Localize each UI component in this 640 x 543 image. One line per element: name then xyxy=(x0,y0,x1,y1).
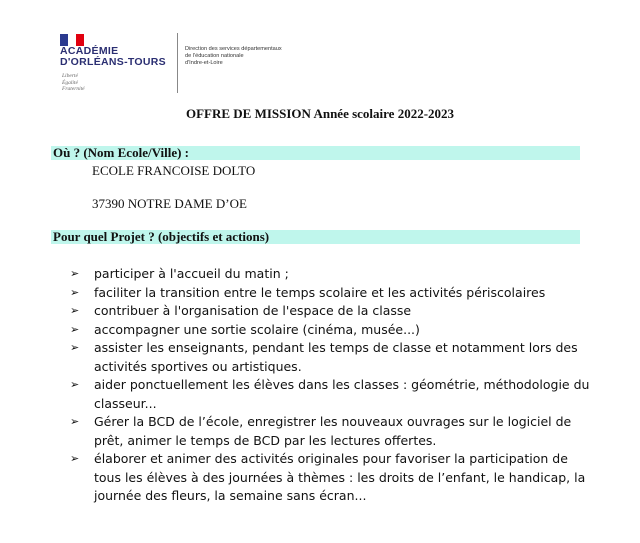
arrow-bullet-icon: ➢ xyxy=(70,415,80,428)
arrow-bullet-icon: ➢ xyxy=(70,378,80,391)
school-city: 37390 NOTRE DAME D’OE xyxy=(92,196,247,211)
list-item-text: élaborer et animer des activités originales pour favoriser la participation de tous les élèves à des journées à thèmes : les droits de l’enfant, le handicap, la journée des fleurs, la semaine sans écran... xyxy=(94,451,586,503)
list-item-text: Gérer la BCD de l’école, enregistrer les nouveaux ouvrages sur le logiciel de prêt, animer le temps de BCD par les lectures offertes. xyxy=(94,414,572,448)
list-item-text: contribuer à l'organisation de l'espace de la classe xyxy=(94,303,412,318)
where-section-label: Où ? (Nom Ecole/Ville) : xyxy=(53,145,189,160)
list-item-text: aider ponctuellement les élèves dans les classes : géométrie, méthodologie du classeur... xyxy=(94,377,590,411)
where-section-heading xyxy=(51,146,580,160)
list-item xyxy=(70,376,590,413)
direction-line: de l'éducation nationale xyxy=(185,53,244,59)
header-divider xyxy=(177,33,178,93)
academy-name-line1: ACADÉMIE xyxy=(60,45,119,57)
list-item xyxy=(70,284,590,303)
arrow-bullet-icon: ➢ xyxy=(70,267,80,280)
list-item xyxy=(70,413,590,450)
list-item-text: participer à l'accueil du matin ; xyxy=(94,266,289,281)
list-item-text: accompagner une sortie scolaire (cinéma, musée...) xyxy=(94,321,420,337)
motto-line: Égalité xyxy=(62,79,78,86)
motto-line: Fraternité xyxy=(62,86,85,92)
list-item-text: assister les enseignants, pendant les temps de classe et notamment lors des activités sportives ou artistiques. xyxy=(94,340,578,374)
project-section-label: Pour quel Projet ? (objectifs et actions) xyxy=(53,229,270,244)
arrow-bullet-icon: ➢ xyxy=(70,322,80,336)
motto xyxy=(62,73,85,93)
school-name: ECOLE FRANCOISE DOLTO xyxy=(92,163,256,178)
arrow-bullet-icon: ➢ xyxy=(70,285,80,299)
list-item xyxy=(70,339,590,376)
arrow-bullet-icon: ➢ xyxy=(70,341,80,354)
direction-line: Direction des services départementaux xyxy=(185,46,282,52)
project-action-list xyxy=(70,265,590,506)
arrow-bullet-icon: ➢ xyxy=(70,304,80,317)
list-item-text: faciliter la transition entre le temps scolaire et les activités périscolaires xyxy=(94,284,546,300)
list-item xyxy=(70,450,590,506)
list-item xyxy=(70,265,590,284)
list-item xyxy=(70,321,590,340)
academy-name xyxy=(60,46,166,68)
project-section-heading xyxy=(51,230,580,244)
direction-services xyxy=(185,46,282,67)
arrow-bullet-icon: ➢ xyxy=(70,452,80,465)
direction-line: d'Indre-et-Loire xyxy=(185,60,223,66)
list-item xyxy=(70,302,590,321)
document-title: OFFRE DE MISSION Année scolaire 2022-2023 xyxy=(185,106,455,121)
academy-name-line2: D'ORLÉANS-TOURS xyxy=(60,56,166,68)
motto-line: Liberté xyxy=(62,73,78,79)
